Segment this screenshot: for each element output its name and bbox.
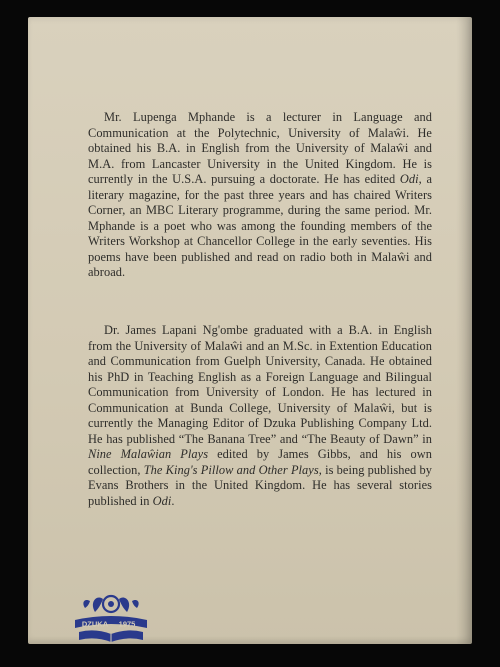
bio-text: , is being published by Evans Brothers in the United Kingdom. He has several stories published in	[88, 462, 432, 508]
logo-year-text: 1975	[118, 619, 136, 629]
bio-italic-title: Odi	[399, 172, 419, 186]
logo-name-text: DZUKA	[81, 619, 109, 629]
cover-edge-shadow	[456, 17, 472, 644]
dzuka-publisher-logo-icon	[71, 590, 151, 644]
bio-text: , a literary magazine, for the past three years and has chaired Writers Corner, an MBC Literary programme, during the same period. Mr. Mphande is a poet who was among the founding members of the Writers Workshop at Chancellor College in the early seventies. His poems have been published and read on radio both in Malaŵi and abroad.	[88, 172, 432, 279]
author-bio-mphande	[88, 110, 432, 281]
author-bio-ngombe	[88, 323, 432, 509]
bio-text: .	[171, 493, 175, 508]
bio-text: Dr. James Lapani Ng'ombe graduated with a B.A. in English from the University of Malaŵi and an M.Sc. in Extention Education and Communication from Guelph University, Canada. He obtained his PhD in Teaching English as a Foreign Language and Bilingual Communication from University of London. He has lectured in Communication at Bunda College, University of Malaŵi, but is currently the Managing Editor of Dzuka Publishing Company Ltd. He has published “The Banana Tree” and “The Beauty of Dawn” in	[88, 323, 432, 446]
bio-italic-title: The King's Pillow and Other Plays	[143, 462, 319, 477]
bio-text: edited by James Gibbs, and his own collection,	[88, 447, 432, 477]
bio-italic-title: Nine Malaŵian Plays	[88, 447, 209, 461]
bio-italic-title: Odi	[152, 493, 172, 508]
bio-text: Mr. Lupenga Mphande is a lecturer in Language and Communication at the Polytechnic, University of Malaŵi. He obtained his B.A. in English from the University of Malaŵi and M.A. from Lancaster University in the United Kingdom. He is currently in the U.S.A. pursuing a doctorate. He has edited	[88, 110, 432, 186]
book-back-cover	[28, 17, 472, 644]
